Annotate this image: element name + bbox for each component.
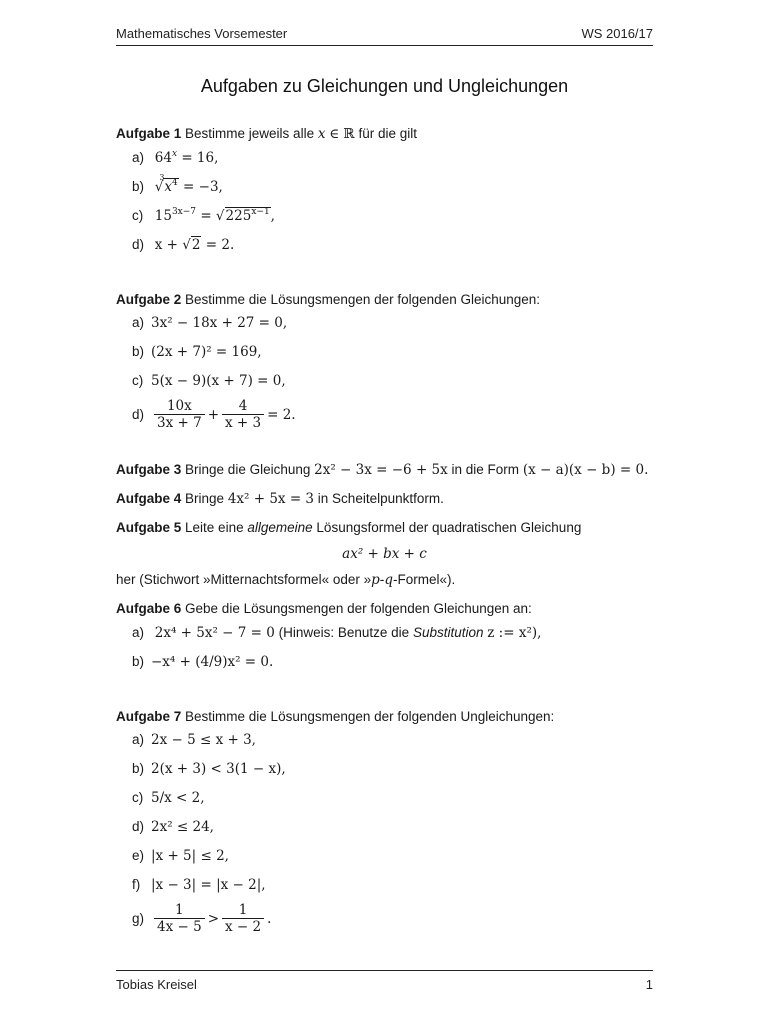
task-7-item-b: b) 2(x + 3) < 3(1 − x),: [132, 761, 286, 777]
page-header: [116, 26, 653, 46]
task-7-heading: Aufgabe 7 Bestimme die Lösungsmengen der folgenden Ungleichungen:: [116, 709, 555, 724]
header-semester: WS 2016/17: [581, 26, 653, 41]
task-6-item-a: a) 2x⁴ + 5x² − 7 = 0 (Hinweis: Benutze die Substitution z := x²),: [132, 625, 542, 641]
task-7-item-f: f) |x − 3| = |x − 2|,: [132, 877, 266, 893]
task-1-text: Bestimme jeweils alle: [185, 126, 315, 141]
task-7-item-a: a) 2x − 5 ≤ x + 3,: [132, 732, 256, 748]
task-7-item-e: e) |x + 5| ≤ 2,: [132, 848, 229, 864]
page-title: Aufgaben zu Gleichungen und Ungleichungen: [200, 76, 569, 96]
task-6-heading: Aufgabe 6 Gebe die Lösungsmengen der folgenden Gleichungen an:: [116, 601, 532, 616]
task-7-item-d: d) 2x² ≤ 24,: [132, 819, 214, 835]
task-2-heading: [116, 292, 676, 307]
task-6-item-b: b) −x⁴ + (4/9)x² = 0.: [132, 654, 274, 670]
task-2-item-c: c) 5(x − 9)(x + 7) = 0,: [132, 373, 286, 389]
task-1-item-d: d) x + √2 = 2.: [132, 237, 235, 253]
task-1-set: ∈ ℝ: [329, 126, 355, 142]
task-2-item-b: b) (2x + 7)² = 169,: [132, 344, 262, 360]
page-number: 1: [645, 977, 653, 992]
page-footer: [116, 970, 653, 992]
header-course: Mathematisches Vorsemester: [116, 26, 288, 41]
task-2-item-a: a) 3x² − 18x + 27 = 0,: [132, 315, 288, 331]
task-7-item-g: g) $\frac{1}{4x - 5}$ > $\frac{1}{x - 2}$ .: [132, 902, 272, 935]
task-2-item-d: d) $\frac{10x}{3x + 7}$ + $\frac{4}{x + 3}$ = 2.: [132, 398, 296, 431]
task-1-text2: für die gilt: [358, 126, 418, 141]
task-1-item-b: b) √ 3 $x^4 = -3$,: [132, 173, 223, 195]
task-3: Aufgabe 3 Bringe die Gleichung 2x² − 3x = −6 + 5x in die Form (x − a)(x − b) = 0.: [116, 462, 649, 478]
task-7-item-c: c) 5/x < 2,: [132, 790, 205, 806]
task-4: Aufgabe 4 Bringe 4x² + 5x = 3 in Scheitelpunktform.: [116, 491, 444, 507]
task-2-text: Bestimme die Lösungsmengen der folgenden Gleichungen:: [185, 292, 541, 307]
task-5-line2: her (Stichwort »Mitternachtsformel« oder »p-q-Formel«).: [116, 572, 456, 588]
task-1-item-c: c) $15^{3x-7} = √225^{x-1}$,: [132, 207, 275, 224]
task-1-heading: [116, 126, 676, 142]
footer-author: Tobias Kreisel: [116, 977, 197, 992]
task-1-item-a: a) 64$^x$ = 16,: [132, 149, 219, 166]
task-5-heading: Aufgabe 5 Leite eine allgemeine Lösungsformel der quadratischen Gleichung: [116, 520, 582, 535]
task-2-label: Aufgabe 2: [116, 292, 182, 307]
task-5-equation: ax² + bx + c: [342, 546, 427, 562]
task-1-var: x: [317, 126, 326, 142]
task-1-label: Aufgabe 1: [116, 126, 182, 141]
